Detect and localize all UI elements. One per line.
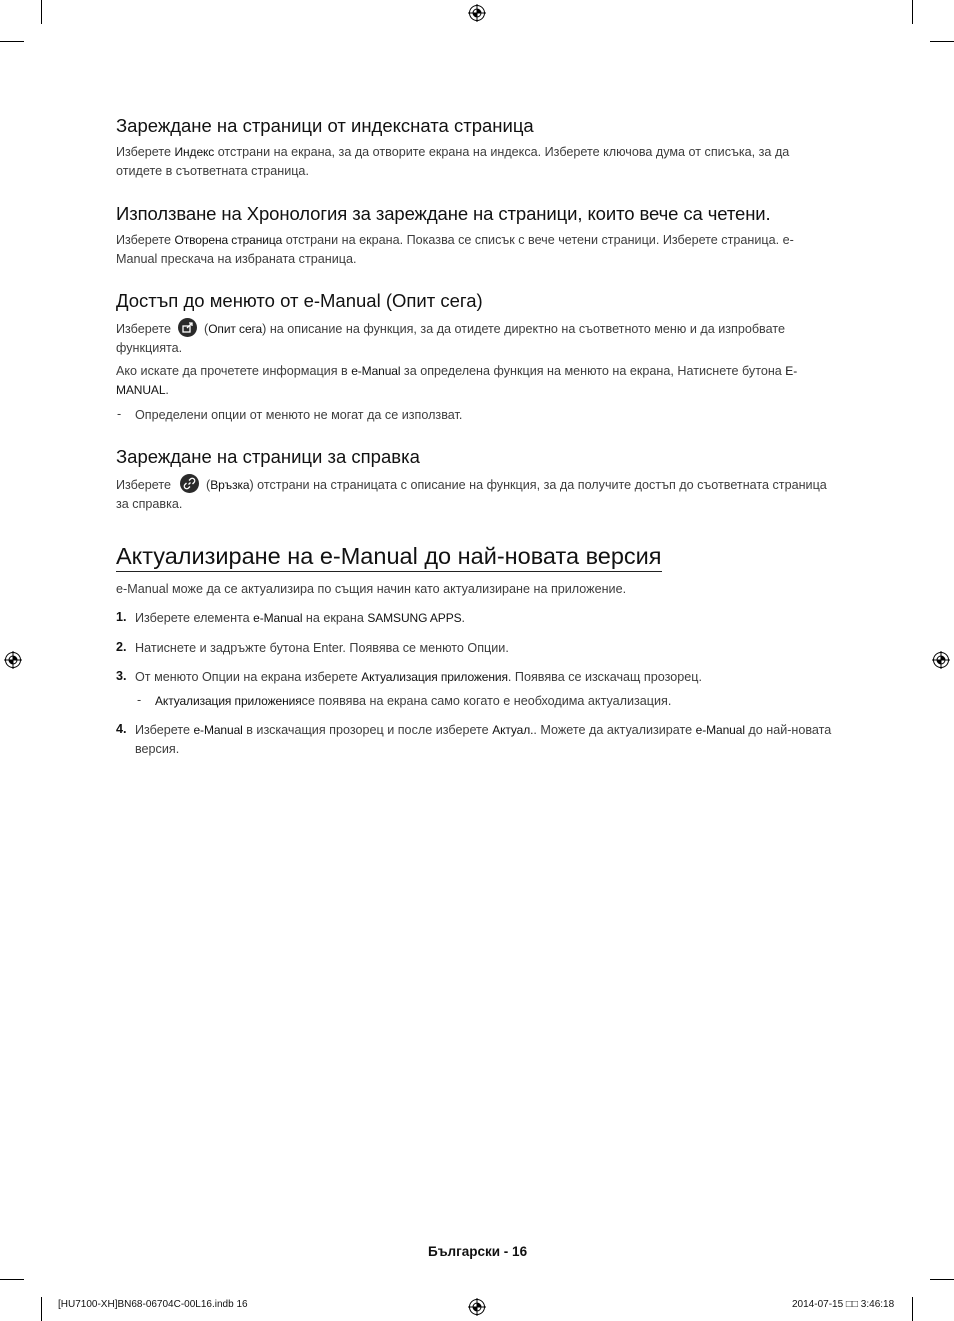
step-text: Изберете елемента e-Manual на екрана SAMSUNG APPS. — [135, 611, 466, 625]
main-heading: Актуализиране на e-Manual до най-новата версия — [116, 542, 662, 572]
ui-term: e-Manual — [351, 364, 401, 378]
registration-mark-icon — [468, 4, 486, 22]
link-icon — [180, 474, 199, 493]
file-name: [HU7100-XH]BN68-06704C-00L16.indb 16 — [58, 1299, 248, 1310]
ui-term: e-Manual — [695, 723, 745, 737]
crop-mark — [41, 1297, 42, 1321]
crop-mark — [41, 0, 42, 24]
crop-mark — [912, 0, 913, 24]
section-heading-history: Използване на Хронология за зареждане на страници, които вече са четени. — [116, 203, 771, 224]
crop-mark — [0, 1279, 24, 1280]
step-text: Натиснете и задръжте бутона Enter. Появява се менюто Опции. — [135, 641, 509, 655]
page-number: Български - 16 — [428, 1244, 528, 1259]
step-number: 3. — [116, 669, 127, 683]
step-number: 1. — [116, 610, 127, 624]
ui-term: SAMSUNG APPS — [367, 611, 462, 625]
registration-mark-icon — [4, 651, 22, 669]
ui-term: Опит сега — [208, 322, 263, 336]
ui-term: e-Manual — [253, 611, 303, 625]
ui-term: Актуал. — [492, 723, 534, 737]
section-heading-reference: Зареждане на страници за справка — [116, 446, 420, 467]
section-text-history: Изберете Отворена страница отстрани на екрана. Показва се списък с вече четени страници. Изберете страница. e-Manual прескача на избраната страница. — [116, 233, 794, 266]
note-text: Определени опции от менюто не могат да се използват. — [135, 408, 463, 422]
ui-term: e-Manual — [193, 723, 243, 737]
crop-mark — [912, 1297, 913, 1321]
ui-term: Връзка — [210, 478, 250, 492]
ui-term: Индекс — [174, 145, 215, 159]
registration-mark-icon — [932, 651, 950, 669]
ui-term: Актуализация приложения — [361, 670, 508, 684]
crop-mark — [930, 41, 954, 42]
note-dash: - — [137, 693, 142, 707]
ui-term: Актуализация приложения — [155, 694, 302, 708]
note-text: Актуализация приложениясе появява на екрана само когато е необходима актуализация. — [155, 694, 672, 708]
step-text: Изберете e-Manual в изскачащия прозорец и после изберете Актуал.. Можете да актуализирате e-Manual до най-новата версия. — [135, 723, 832, 756]
step-number: 4. — [116, 722, 127, 736]
note-dash: - — [117, 407, 122, 421]
try-now-icon — [178, 318, 197, 337]
section-text-emanual-button: Ако искате да прочетете информация в e-Manual за определена функция на менюто на екрана, Натиснете бутона E-MANUAL. — [116, 364, 798, 397]
section-heading-index: Зареждане на страници от индексната страница — [116, 115, 534, 136]
intro-text: e-Manual може да се актуализира по същия начин като актуализиране на приложение. — [116, 582, 627, 596]
ui-term: E-MANUAL — [116, 364, 798, 397]
ui-term: Отворена страница — [174, 233, 283, 247]
section-text-try-now: Изберете (Опит сега) на описание на функция, за да отидете директно на съответното меню и да изпробвате функцията. — [116, 318, 834, 358]
print-timestamp: 2014-07-15 □□ 3:46:18 — [792, 1299, 895, 1310]
step-number: 2. — [116, 640, 127, 654]
section-text-index: Изберете Индекс отстрани на екрана, за да отворите екрана на индекса. Изберете ключова дума от списъка, за да отидете в съответната страница. — [116, 145, 790, 178]
registration-mark-icon — [468, 1298, 486, 1316]
section-heading-try-now: Достъп до менюто от e-Manual (Опит сега) — [116, 290, 483, 311]
section-text-reference: Изберете (Връзка) отстрани на страницата с описание на функция, за да получите достъп до съответната страница за справка. — [116, 474, 834, 514]
step-text: От менюто Опции на екрана изберете Актуализация приложения. Появява се изскачащ прозорец. — [135, 670, 702, 684]
crop-mark — [0, 41, 24, 42]
crop-mark — [930, 1279, 954, 1280]
